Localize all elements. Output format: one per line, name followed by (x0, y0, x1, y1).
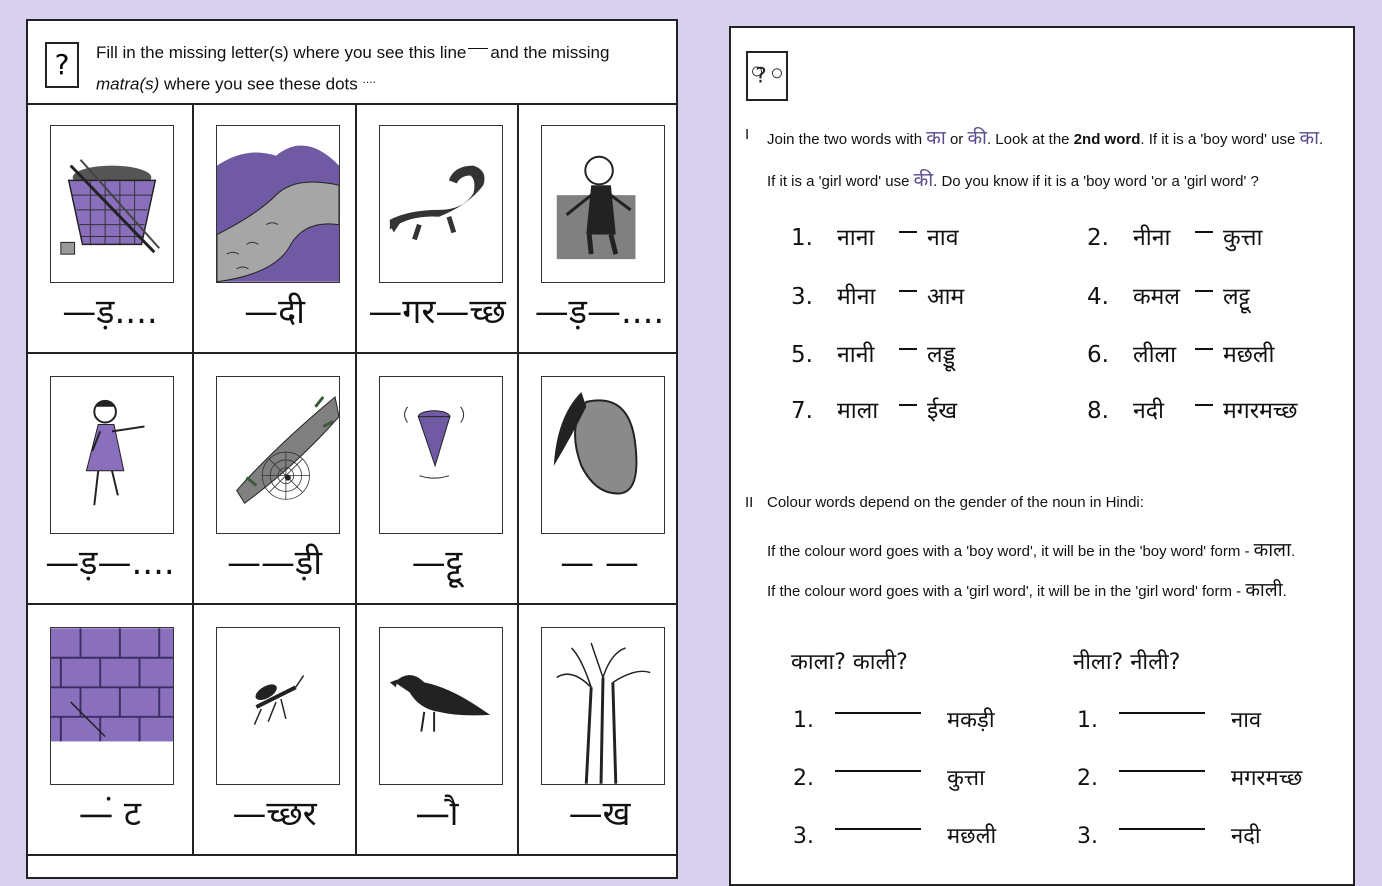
grid-cell (28, 103, 194, 354)
grid-cell (519, 103, 678, 354)
section2-line2 (767, 536, 1295, 562)
ka-word: का (926, 127, 946, 149)
pair-item (1087, 337, 1274, 369)
answer-blank[interactable] (835, 712, 921, 714)
section2-line2-text: If the colour word goes with a 'boy word', it will be in the 'boy word' form - (767, 543, 1250, 560)
pair-word1: नाना (837, 225, 875, 251)
missing-line-symbol (468, 48, 488, 49)
pair-dash (1195, 404, 1213, 406)
section1-line1-c: . If it is a 'boy word' use (1140, 131, 1296, 148)
pair-dash (1195, 231, 1213, 233)
pair-num: 2. (1087, 225, 1109, 251)
pair-item (1087, 279, 1250, 311)
section2-line3-text: If the colour word goes with a 'girl word', it will be in the 'girl word' form - (767, 583, 1242, 600)
section2-roman: II (745, 494, 754, 511)
colour-num: 2. (1077, 766, 1098, 791)
instruction-line2-tail: where you see these dots (164, 74, 358, 94)
section1-line2-a: If it is a 'girl word' use (767, 173, 910, 190)
pair-word2: नाव (927, 225, 959, 251)
ki-word: की (967, 127, 987, 149)
grid-cell (194, 103, 357, 354)
col2-header: नीला? नीली? (1073, 650, 1181, 675)
girl-icon (50, 376, 174, 534)
instruction-line1-tail: and the missing (490, 43, 610, 62)
colour-num: 1. (1077, 708, 1098, 733)
period: . (1282, 583, 1287, 600)
pair-word2: आम (927, 284, 965, 310)
pair-item (791, 393, 957, 425)
grid-cell (28, 354, 194, 605)
colour-num: 2. (793, 766, 814, 791)
section1-line1-b: . Look at the (986, 131, 1070, 148)
or-word: or (949, 131, 964, 148)
left-worksheet-page (26, 19, 678, 879)
pair-word2: लट्टू (1223, 284, 1250, 310)
pair-word2: लड्डू (927, 342, 956, 368)
pair-item (791, 220, 959, 252)
pair-num: 6. (1087, 342, 1109, 368)
basket-icon (50, 125, 174, 283)
pair-num: 7. (791, 398, 813, 424)
grid-cell (357, 605, 519, 856)
colour-item (793, 820, 996, 850)
pair-word1: नीना (1133, 225, 1171, 251)
colour-num: 3. (793, 824, 814, 849)
colour-noun: मकड़ी (947, 708, 995, 733)
colour-noun: नदी (1231, 824, 1261, 849)
grid-cell (194, 354, 357, 605)
answer-blank[interactable] (835, 828, 921, 830)
pair-dash (899, 348, 917, 350)
left-instructions-header (28, 21, 676, 105)
pair-dash (1195, 348, 1213, 350)
brick-wall-icon (50, 627, 174, 785)
mosquito-icon (216, 627, 340, 785)
kala-word: काला (1253, 539, 1291, 561)
section1-line1 (767, 124, 1323, 150)
period: . (1291, 543, 1296, 560)
grid-cell (519, 605, 678, 856)
colour-item (1077, 704, 1261, 734)
boy-icon (541, 125, 665, 283)
svg-text:?: ? (755, 63, 767, 89)
section2-line3 (767, 576, 1287, 602)
pair-word1: कमल (1133, 284, 1181, 310)
colour-noun: मगरमच्छ (1231, 766, 1303, 791)
ka-word-2: का (1299, 127, 1320, 149)
cell-word: —ड़—.... (534, 292, 665, 332)
pair-item (791, 337, 955, 369)
river-icon (216, 125, 340, 283)
pair-num: 8. (1087, 398, 1109, 424)
section1-line1-end: . (1319, 131, 1324, 148)
pair-word2: ईख (927, 398, 958, 424)
sugarcane-icon (541, 627, 665, 785)
colour-num: 3. (1077, 824, 1098, 849)
pair-dash (899, 231, 917, 233)
pair-word1: नदी (1133, 398, 1164, 424)
pair-dash (1195, 290, 1213, 292)
section1-line2-b: . Do you know if it is a 'boy word 'or a 'girl word' ? (933, 173, 1259, 190)
grid-cell (357, 354, 519, 605)
pair-num: 4. (1087, 284, 1109, 310)
pair-word1: नानी (837, 342, 875, 368)
answer-blank[interactable] (835, 770, 921, 772)
pair-num: 3. (791, 284, 813, 310)
colour-noun: नाव (1231, 708, 1262, 733)
thinking-face-icon (746, 51, 788, 101)
pair-word1: माला (837, 398, 879, 424)
colour-noun: कुत्ता (947, 766, 985, 791)
section2-line1: Colour words depend on the gender of the noun in Hindi: (767, 494, 1144, 511)
missing-dots-symbol: .... (362, 72, 376, 86)
question-mark-icon: ? (45, 42, 79, 88)
colour-item (793, 762, 985, 792)
colour-noun: मछली (947, 824, 997, 849)
pair-word2: मछली (1223, 342, 1275, 368)
ki-word-2: की (913, 169, 934, 191)
cell-word: —ट्टू (411, 543, 463, 583)
cell-word: —ौ (415, 794, 459, 834)
colour-item (793, 704, 995, 734)
right-worksheet-page (729, 26, 1355, 886)
section1-line1-a: Join the two words with (767, 131, 923, 148)
second-word-label: 2nd word (1073, 131, 1141, 148)
cell-word: —दी (244, 292, 305, 332)
colour-item (1077, 820, 1261, 850)
pair-num: 5. (791, 342, 813, 368)
kali-word: काली (1245, 579, 1283, 601)
cell-word: ——ड़ी (227, 543, 322, 583)
spinning-top-icon (379, 376, 503, 534)
cell-word: —ख (568, 794, 631, 834)
crow-icon (379, 627, 503, 785)
pair-item (791, 279, 964, 311)
answer-blank[interactable] (1119, 770, 1205, 772)
cell-word: —ं ट (79, 794, 141, 834)
grid-cell (519, 354, 678, 605)
pair-word1: लीला (1133, 342, 1177, 368)
cell-word: —च्छर (232, 794, 317, 834)
answer-blank[interactable] (1119, 828, 1205, 830)
spider-web-icon (216, 376, 340, 534)
pair-item (1087, 220, 1263, 252)
cell-word: —ड़.... (62, 292, 158, 332)
pair-dash (899, 404, 917, 406)
cell-word: — — (560, 543, 639, 583)
section1-roman: I (745, 126, 750, 143)
section1-line2 (767, 166, 1259, 192)
crocodile-icon (379, 125, 503, 283)
grid-cell (194, 605, 357, 856)
pair-word2: कुत्ता (1223, 225, 1263, 251)
instruction-text (96, 39, 666, 98)
cell-word: —गर—च्छ (368, 292, 506, 332)
answer-blank[interactable] (1119, 712, 1205, 714)
instruction-line1: Fill in the missing letter(s) where you see this line (96, 43, 467, 62)
colour-item (1077, 762, 1302, 792)
colour-num: 1. (793, 708, 814, 733)
grid-cell (357, 103, 519, 354)
mango-icon (541, 376, 665, 534)
grid-cell (28, 605, 194, 856)
pair-word2: मगरमच्छ (1223, 398, 1298, 424)
pair-item (1087, 393, 1297, 425)
instruction-matra: matra(s) (96, 74, 160, 94)
cell-word: —ड़—.... (45, 543, 175, 583)
col1-header: काला? काली? (791, 650, 908, 675)
pair-word1: मीना (837, 284, 876, 310)
pair-num: 1. (791, 225, 813, 251)
pair-dash (899, 290, 917, 292)
